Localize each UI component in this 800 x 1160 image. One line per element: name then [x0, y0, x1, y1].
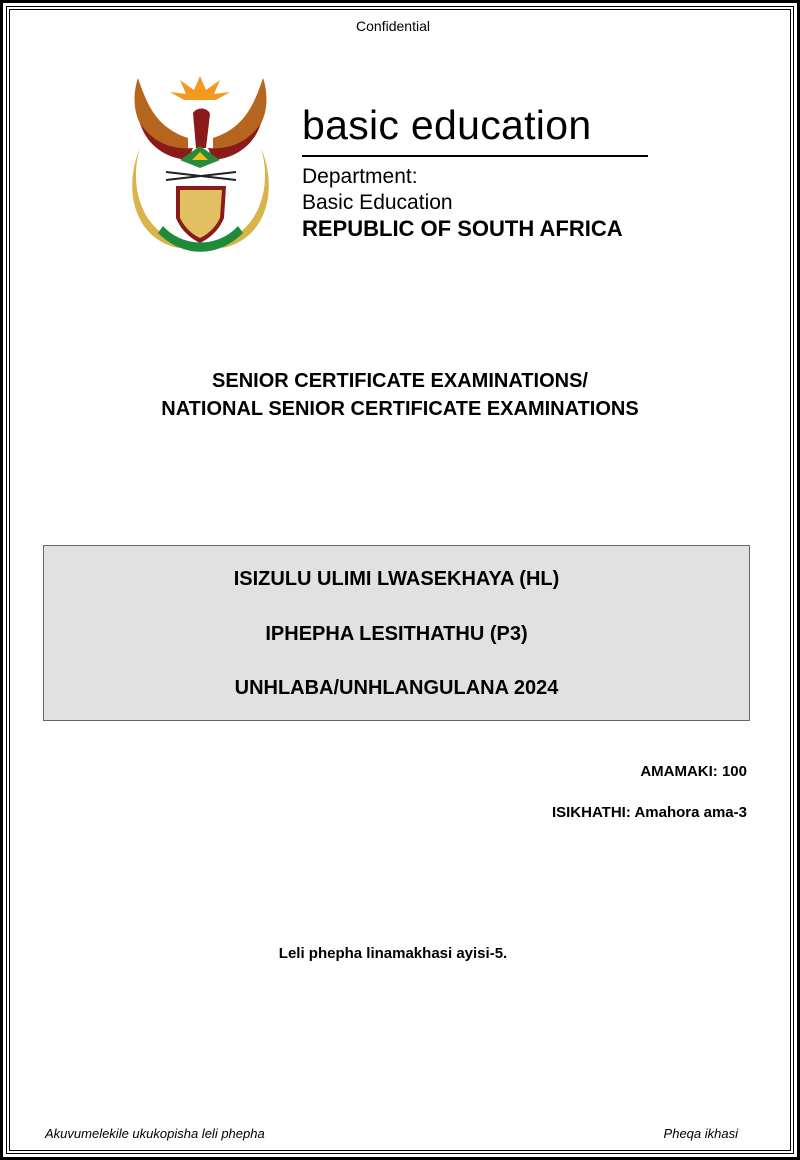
footer-copyright-note: Akuvumelekile ukukopisha leli phepha	[45, 1126, 265, 1141]
department-label: Department:	[302, 165, 418, 188]
exam-session: UNHLABA/UNHLANGULANA 2024	[234, 677, 559, 699]
brand-name: basic education	[302, 102, 592, 148]
coat-of-arms-logo	[128, 68, 273, 258]
country-name: REPUBLIC OF SOUTH AFRICA	[302, 216, 623, 241]
department-name: Basic Education	[302, 191, 453, 214]
subject-name: ISIZULU ULIMI LWASEKHAYA (HL)	[233, 568, 560, 590]
total-marks: AMAMAKI: 100	[640, 763, 747, 780]
exam-title-line-1: SENIOR CERTIFICATE EXAMINATIONS/	[212, 370, 588, 392]
footer-turn-page: Pheqa ikhasi	[663, 1126, 738, 1141]
subject-box	[43, 545, 750, 721]
paper-number: IPHEPHA LESITHATHU (P3)	[265, 623, 528, 645]
brand-underline	[302, 155, 648, 157]
confidential-label: Confidential	[356, 18, 430, 34]
page-count-note: Leli phepha linamakhasi ayisi-5.	[278, 945, 508, 962]
exam-title-line-2: NATIONAL SENIOR CERTIFICATE EXAMINATIONS	[161, 398, 639, 420]
exam-time: ISIKHATHI: Amahora ama-3	[551, 804, 747, 821]
